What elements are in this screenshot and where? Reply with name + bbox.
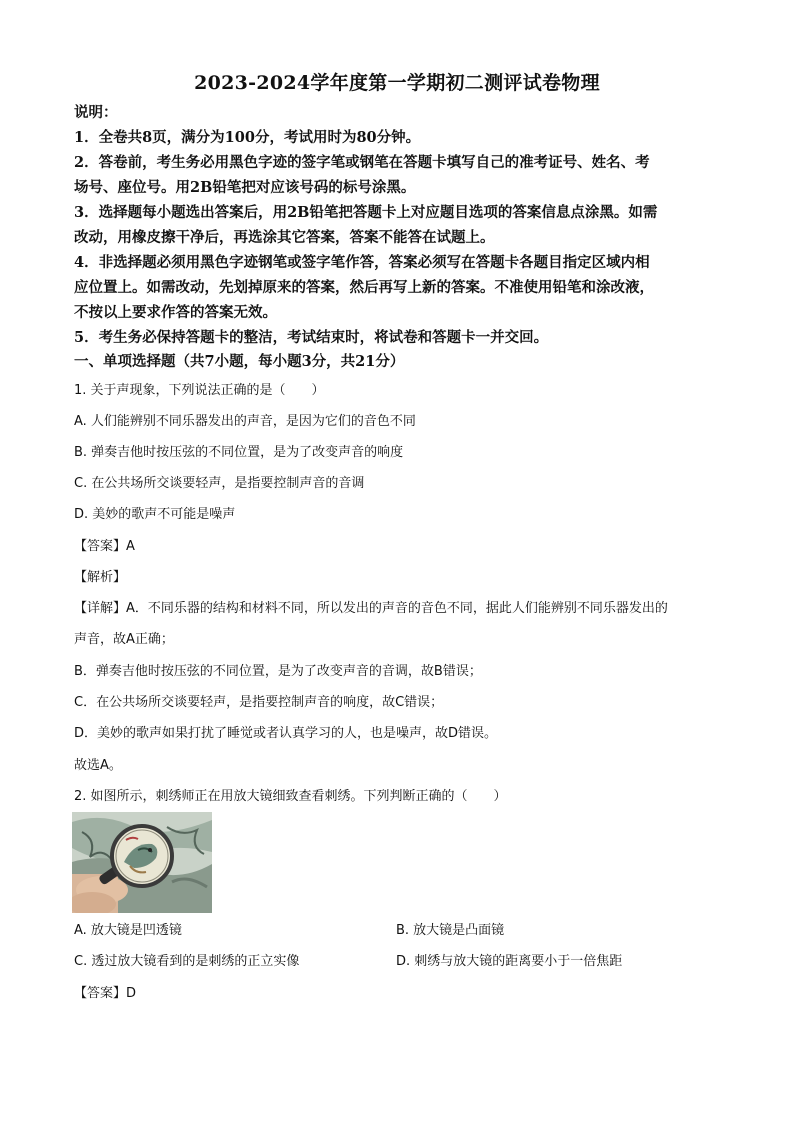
instruction-line: 2．答卷前，考生务必用黑色字迹的签字笔或钢笔在答题卡填写自己的准考证号、姓名、考 (74, 154, 650, 171)
page-title: 2023-2024学年度第一学期初二测评试卷物理 (194, 72, 600, 94)
instruction-line: 场号、座位号。用2B铅笔把对应该号码的标号涂黑。 (74, 179, 416, 196)
q1-detail-line: B．弹奏吉他时按压弦的不同位置，是为了改变声音的音调，故B错误； (74, 664, 482, 679)
q2-option-a: A. 放大镜是凹透镜 (74, 923, 182, 938)
section-heading: 一、单项选择题（共7小题，每小题3分，共21分） (74, 353, 405, 370)
q1-option-d: D. 美妙的歌声不可能是噪声 (74, 507, 236, 522)
instruction-line: 应位置上。如需改动，先划掉原来的答案，然后再写上新的答案。不准使用铅笔和涂改液， (74, 279, 654, 296)
instruction-line: 5．考生务必保持答题卡的整洁，考试结束时，将试卷和答题卡一并交回。 (74, 329, 549, 346)
q2-option-b: B. 放大镜是凸面镜 (396, 923, 505, 938)
q2-stem: 2. 如图所示，刺绣师正在用放大镜细致查看刺绣。下列判断正确的（ ） (74, 789, 507, 804)
q1-option-c: C. 在公共场所交谈要轻声，是指要控制声音的音调 (74, 476, 365, 491)
q1-analysis-label: 【解析】 (74, 570, 127, 585)
q1-detail-line: 声音，故A正确； (74, 632, 174, 647)
instruction-line: 1．全卷共8页，满分为100分，考试用时为80分钟。 (74, 129, 421, 146)
q1-option-a: A. 人们能辨别不同乐器发出的声音，是因为它们的音色不同 (74, 414, 416, 429)
q1-detail-line: 故选A。 (74, 758, 122, 773)
q1-detail-line: C．在公共场所交谈要轻声，是指要控制声音的响度，故C错误； (74, 695, 444, 710)
q1-detail-line: D．美妙的歌声如果打扰了睡觉或者认真学习的人，也是噪声，故D错误。 (74, 726, 498, 741)
q1-option-b: B. 弹奏吉他时按压弦的不同位置，是为了改变声音的响度 (74, 445, 404, 460)
instructions-heading: 说明： (74, 104, 118, 121)
instruction-line: 不按以上要求作答的答案无效。 (74, 304, 277, 321)
instruction-line: 3．选择题每小题选出答案后，用2B铅笔把答题卡上对应题目选项的答案信息点涂黑。如需 (74, 204, 658, 221)
instruction-line: 4．非选择题必须用黑色字迹钢笔或签字笔作答，答案必须写在答题卡各题目指定区域内相 (74, 254, 650, 271)
instruction-line: 改动，用橡皮擦干净后，再选涂其它答案，答案不能答在试题上。 (74, 229, 495, 246)
q2-option-d: D. 刺绣与放大镜的距离要小于一倍焦距 (396, 954, 623, 969)
q1-detail-line: 【详解】A．不同乐器的结构和材料不同，所以发出的声音的音色不同，据此人们能辨别不同乐器发出的 (74, 601, 668, 616)
q1-stem: 1. 关于声现象，下列说法正确的是（ ） (74, 383, 325, 398)
embroidery-magnifier-photo (72, 812, 212, 913)
q2-option-c: C. 透过放大镜看到的是刺绣的正立实像 (74, 954, 300, 969)
q1-answer: 【答案】A (74, 539, 135, 554)
q2-answer: 【答案】D (74, 986, 137, 1001)
